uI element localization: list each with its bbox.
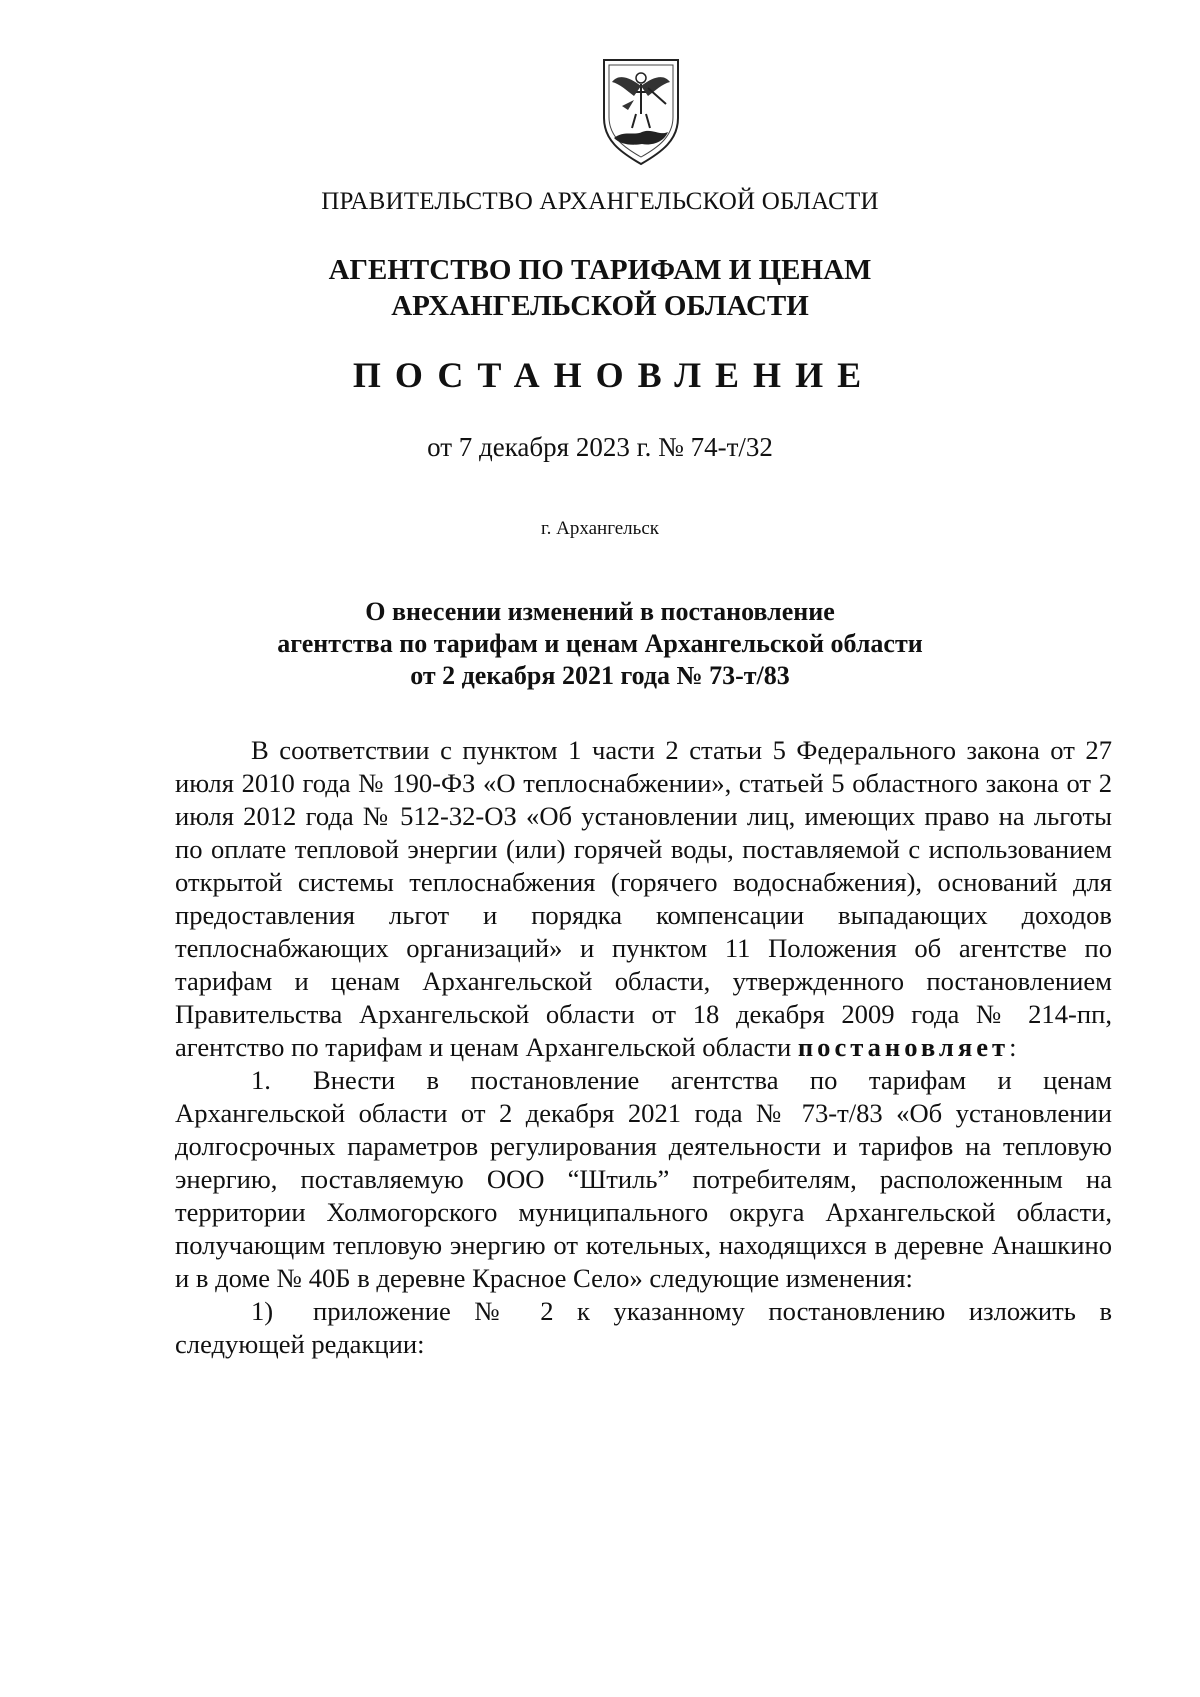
document-type: ПОСТАНОВЛЕНИЕ <box>352 355 876 395</box>
preamble-text: В соответствии с пунктом 1 части 2 статьи 5 Федерального закона от 27 июля 2010 года № 190-ФЗ «О теплоснабжении», статьей 5 областного закона от 2 июля 2012 года № 512-32-ОЗ «Об установлении лиц, имеющих право на льготы по оплате тепловой энергии (или) горячей воды, поставляемой с использованием открытой системы теплоснабжения (горячего водоснабжения), оснований для предоставления льгот и порядка компенсации выпадающих доходов теплоснабжающих организаций» и пунктом 11 Положения об агентстве по тарифам и ценам Архангельской области, утвержденного постановлением Правительства Архангельской области от 18 декабря 2009 года № 214-пп, агентство по тарифам и ценам Архангельской области <box>175 735 1112 1062</box>
subject-line3: от 2 декабря 2021 года № 73-т/83 <box>410 661 790 690</box>
government-name: ПРАВИТЕЛЬСТВО АРХАНГЕЛЬСКОЙ ОБЛАСТИ <box>321 188 879 215</box>
subject-line2: агентства по тарифам и ценам Архангельской области <box>277 629 923 658</box>
subitem-1-number: 1) <box>251 1296 274 1326</box>
document-date-number: от 7 декабря 2023 г. № 74-т/32 <box>427 432 773 462</box>
document-subject <box>0 596 1200 692</box>
coat-of-arms-emblem <box>598 56 684 166</box>
agency-name-line1: АГЕНТСТВО ПО ТАРИФАМ И ЦЕНАМ <box>328 254 872 286</box>
agency-name <box>0 252 1200 324</box>
document-city: г. Архангельск <box>540 518 659 539</box>
agency-name-line2: АРХАНГЕЛЬСКОЙ ОБЛАСТИ <box>391 290 809 322</box>
item-1-paragraph <box>175 1064 1112 1295</box>
document-body <box>175 734 1112 1361</box>
item-1-number: 1. <box>251 1065 271 1095</box>
resolves-word: постановляет <box>797 1032 1010 1062</box>
subitem-1-paragraph <box>175 1295 1112 1361</box>
subject-line1: О внесении изменений в постановление <box>365 597 835 626</box>
item-1-text: Внести в постановление агентства по тарифам и ценам Архангельской области от 2 декабря 2021 года № 73-т/83 «Об установлении долгосрочных параметров регулирования деятельности и тарифов на тепловую энергию, поставляемую ООО “Штиль” потребителям, расположенным на территории Холмогорского муниципального округа Архангельской области, получающим тепловую энергию от котельных, находящихся в деревне Анашкино и в доме № 40Б в деревне Красное Село» следующие изменения: <box>175 1065 1112 1293</box>
subitem-1-text: приложение № 2 к указанному постановлению изложить в следующей редакции: <box>175 1296 1112 1359</box>
preamble-paragraph <box>175 734 1112 1064</box>
resolves-colon: : <box>1009 1032 1017 1062</box>
